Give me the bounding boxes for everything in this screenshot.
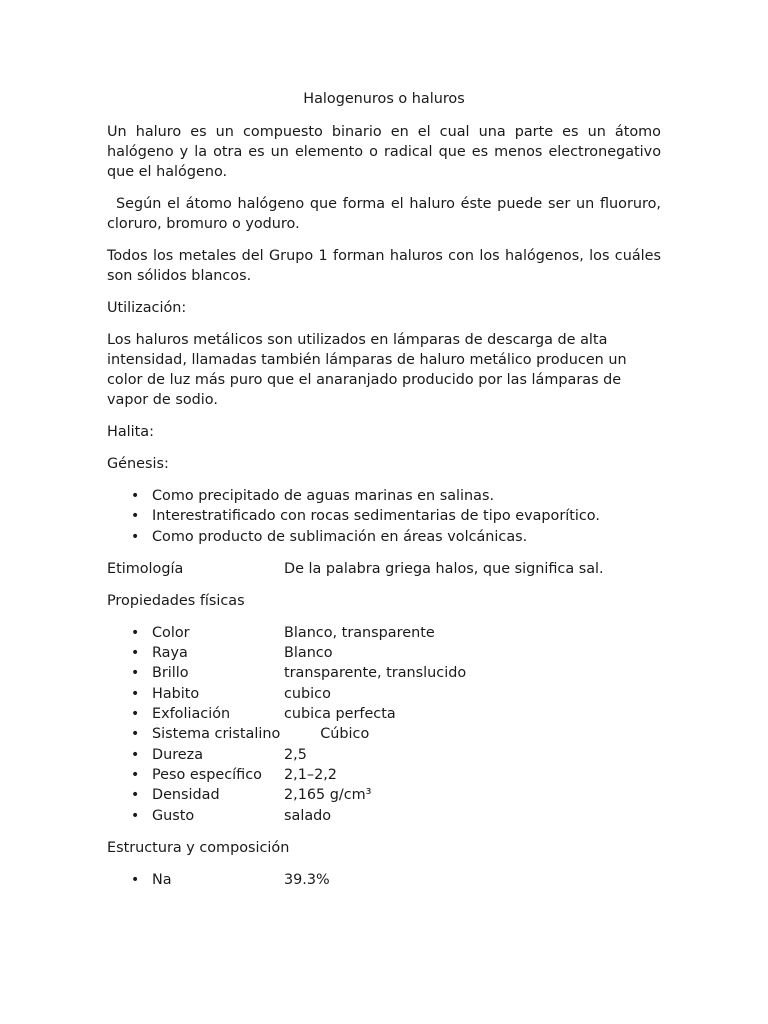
document-body [107,89,661,902]
list-item [107,663,661,683]
property-value: transparente, translucido [284,665,467,682]
bullet-icon: • [131,624,140,641]
paragraph-definition: Un haluro es un compuesto binario en el cual una parte es un átomo halógeno y la otra es un elemento o radical que es menos electronegativo que el halógeno. [107,124,661,180]
list-item [107,724,661,744]
bullet-icon: • [131,645,140,662]
etimologia-label: Etimología [107,560,184,577]
heading-genesis: Génesis: [107,456,169,472]
list-item [107,684,661,704]
list-item [107,806,661,826]
bullet-icon: • [131,528,140,545]
list-item [107,643,661,663]
bullet-icon: • [131,766,140,783]
bullet-icon: • [131,665,140,682]
property-key: Sistema cristalino [152,726,281,743]
etimologia-value: De la palabra griega halos, que significa sal. [284,560,604,577]
property-value: Blanco [284,645,333,662]
bullet-icon: • [131,726,140,743]
bullet-icon: • [131,706,140,723]
property-value: 2,5 [284,746,307,763]
paragraph-types: Según el átomo halógeno que forma el haluro éste puede ser un fluoruro, cloruro, bromuro o yoduro. [107,196,661,232]
list-item [107,486,661,506]
estructura-list [107,870,661,890]
heading-halita: Halita: [107,424,154,440]
bullet-icon: • [131,787,140,804]
property-key: Gusto [152,807,195,824]
property-key: Color [152,624,190,641]
heading-propiedades: Propiedades físicas [107,592,245,609]
property-value: Cúbico [320,726,370,743]
bullet-icon: • [131,807,140,824]
list-item [107,704,661,724]
bullet-icon: • [131,746,140,763]
composition-value: 39.3% [284,871,330,888]
list-item [107,765,661,785]
bullet-icon: • [131,871,140,888]
bullet-icon: • [131,685,140,702]
propiedades-list [107,623,661,826]
list-item [107,623,661,643]
list-item [107,745,661,765]
property-key: Habito [152,685,200,702]
composition-key: Na [152,871,172,888]
property-key: Exfoliación [152,706,231,723]
property-value: cubica perfecta [284,706,396,723]
property-key: Peso específico [152,766,262,783]
property-value: 2,1–2,2 [284,766,337,783]
paragraph-utilizacion: Los haluros metálicos son utilizados en lámparas de descarga de alta intensidad, llamadas también lámparas de haluro metálico producen un color de luz más puro que el anaranjado producido por las lámparas de vapor de sodio. [107,332,627,408]
list-item [107,506,661,526]
heading-estructura: Estructura y composición [107,839,290,856]
heading-utilizacion: Utilización: [107,300,187,316]
property-key: Densidad [152,787,220,804]
genesis-item-text: Como precipitado de aguas marinas en salinas. [152,488,495,504]
property-key: Brillo [152,665,189,682]
property-key: Dureza [152,746,204,763]
property-value: salado [284,807,332,824]
property-value: cubico [284,685,331,702]
document-title: Halogenuros o haluros [303,91,465,107]
list-item [107,870,661,890]
list-item [107,785,661,805]
property-value: Blanco, transparente [284,624,435,641]
property-value: 2,165 g/cm³ [284,787,372,804]
genesis-list [107,486,661,547]
bullet-icon: • [131,488,140,504]
genesis-item-text: Como producto de sublimación en áreas volcánicas. [152,528,528,545]
property-key: Raya [152,645,188,662]
paragraph-group1: Todos los metales del Grupo 1 forman haluros con los halógenos, los cuáles son sólidos blancos. [107,248,661,284]
bullet-icon: • [131,508,140,525]
genesis-item-text: Interestratificado con rocas sedimentarias de tipo evaporítico. [152,508,600,525]
etimologia-row [107,559,661,579]
list-item [107,527,661,547]
